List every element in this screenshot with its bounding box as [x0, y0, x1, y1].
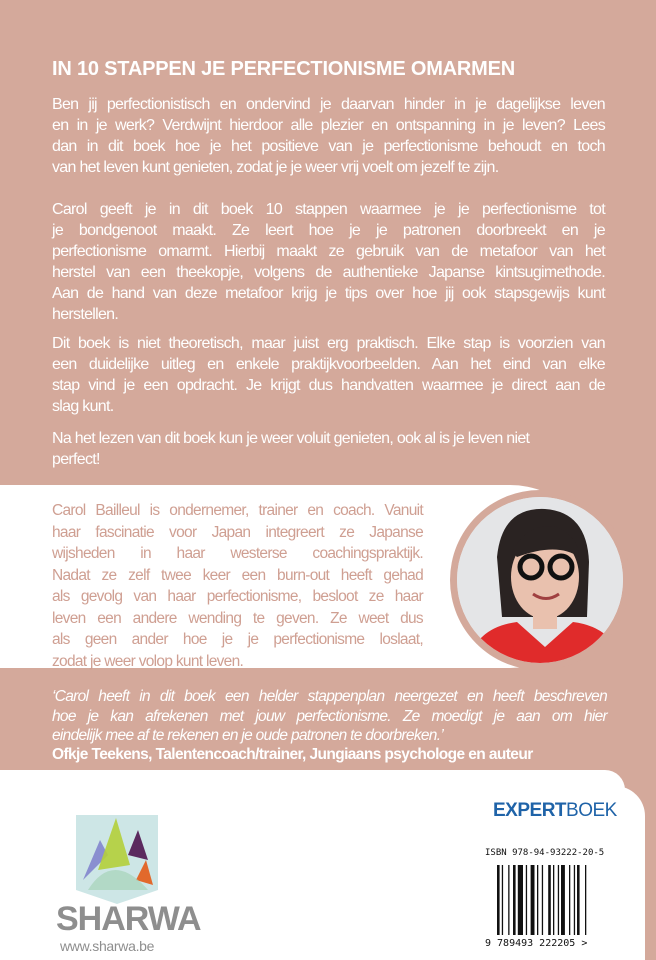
barcode-bar: [548, 865, 551, 935]
text-line: Ben jij perfectionistisch en ondervind je daarvan hinder in je dagelijkse leven: [52, 96, 605, 113]
text-line: Na het lezen van dit boek kun je weer voluit genieten, ook al is je leven niet: [52, 430, 530, 447]
barcode-bar: [537, 865, 538, 935]
paragraph-practical: [52, 333, 605, 417]
sharwa-mountain-logo: [58, 810, 178, 905]
text-line: Aan de hand van deze metafoor krijg je tips over hoe jij ook stapsgewijs kunt: [52, 285, 605, 302]
paragraph-closing: [52, 428, 605, 470]
testimonial-author: Ofkje Teekens, Talentencoach/trainer, Jungiaans psychologe en auteur: [52, 746, 533, 763]
barcode-number: 9 789493 222205 >: [485, 938, 588, 949]
barcode-bar: [526, 865, 527, 935]
expertboek-logo: [493, 800, 617, 822]
paragraph-intro: [52, 94, 605, 178]
barcode-bar: [585, 865, 586, 935]
testimonial-quote: [52, 687, 607, 746]
text-line: als geen ander hoe je je perfectionisme loslaat,: [52, 631, 423, 648]
text-line: perfectionisme omarmt. Hierbij maakt ze gebruik van de metafoor van het: [52, 243, 605, 260]
imprint-light: BOEK: [566, 800, 617, 821]
text-line: Carol Bailleul is ondernemer, trainer en coach. Vanuit: [52, 502, 423, 519]
text-line: Dit boek is niet theoretisch, maar juist erg praktisch. Elke stap is voorzien van: [52, 335, 605, 352]
barcode-bar: [502, 865, 503, 935]
barcode-bar: [553, 865, 554, 935]
text-line: wijsheden in haar westerse coachingspraktijk.: [52, 545, 423, 562]
barcode-bar: [569, 865, 570, 935]
sharwa-url: www.sharwa.be: [60, 938, 155, 954]
text-line: je bondgenoot maakt. Ze leert hoe je je patronen doorbreekt en je: [52, 222, 605, 239]
text-line: een duidelijke uitleg en enkele praktijkvoorbeelden. Aan het eind van elke: [52, 356, 605, 373]
text-line: zodat je weer volop kunt leven.: [52, 652, 244, 670]
author-bio: [52, 500, 423, 672]
paragraph-steps: [52, 199, 605, 325]
barcode-bar: [574, 865, 575, 935]
text-line: haar fascinatie voor Japan integreert ze Japanse: [52, 523, 423, 541]
text-line: herstel van een theekopje, volgens de authentieke Japanse kintsugimethode.: [52, 264, 605, 281]
text-line: Carol geeft je in dit boek 10 stappen waarmee je je perfectionisme tot: [52, 201, 605, 218]
text-line: herstellen.: [52, 306, 119, 323]
text-line: en in je werk? Verdwijnt hierdoor alle plezier en ontspanning in je leven? Lees: [52, 117, 605, 134]
sharwa-wordmark: SHARWA: [56, 900, 201, 938]
back-cover-title: IN 10 STAPPEN JE PERFECTIONISME OMARMEN: [52, 58, 516, 80]
barcode-bar: [558, 865, 559, 935]
barcode-bar: [518, 865, 523, 935]
text-line: stap vind je een opdracht. Je krijgt dus handvatten waarmee je direct aan de: [52, 377, 605, 394]
text-line: hoe je kan afrekenen met jouw perfectionisme. Ze moedigt je aan om hier: [52, 707, 607, 725]
isbn-text: ISBN 978-94-93222-20-5: [485, 848, 605, 858]
text-line: Nadat ze zelf twee keer een burn-out heeft gehad: [52, 566, 423, 584]
isbn-barcode: [497, 865, 612, 940]
text-line: eindelijk mee af te rekenen en je oude patronen te doorbreken.’: [52, 727, 444, 744]
barcode-bar: [561, 865, 565, 935]
text-line: leven een andere wending te geven. Ze weet dus: [52, 609, 423, 627]
barcode-bar: [497, 865, 500, 935]
imprint-bold: EXPERT: [493, 800, 567, 821]
barcode-bar: [577, 865, 580, 935]
barcode-bar: [508, 865, 509, 935]
text-line: perfect!: [52, 451, 100, 468]
text-line: van het leven kunt genieten, zodat je je weer vrij voelt om jezelf te zijn.: [52, 159, 499, 176]
barcode-bar: [542, 865, 543, 935]
text-line: als gevolg van haar perfectionisme, besloot ze haar: [52, 588, 423, 605]
text-line: dan in dit boek hoe je het positieve van je perfectionisme behoudt en toch: [52, 138, 605, 155]
text-line: ‘Carol heeft in dit boek een helder stappenplan neergezet en heeft beschreven: [52, 688, 607, 705]
author-photo: [450, 490, 630, 670]
text-line: slag kunt.: [52, 398, 114, 415]
barcode-bar: [513, 865, 516, 935]
barcode-bar: [531, 865, 535, 935]
